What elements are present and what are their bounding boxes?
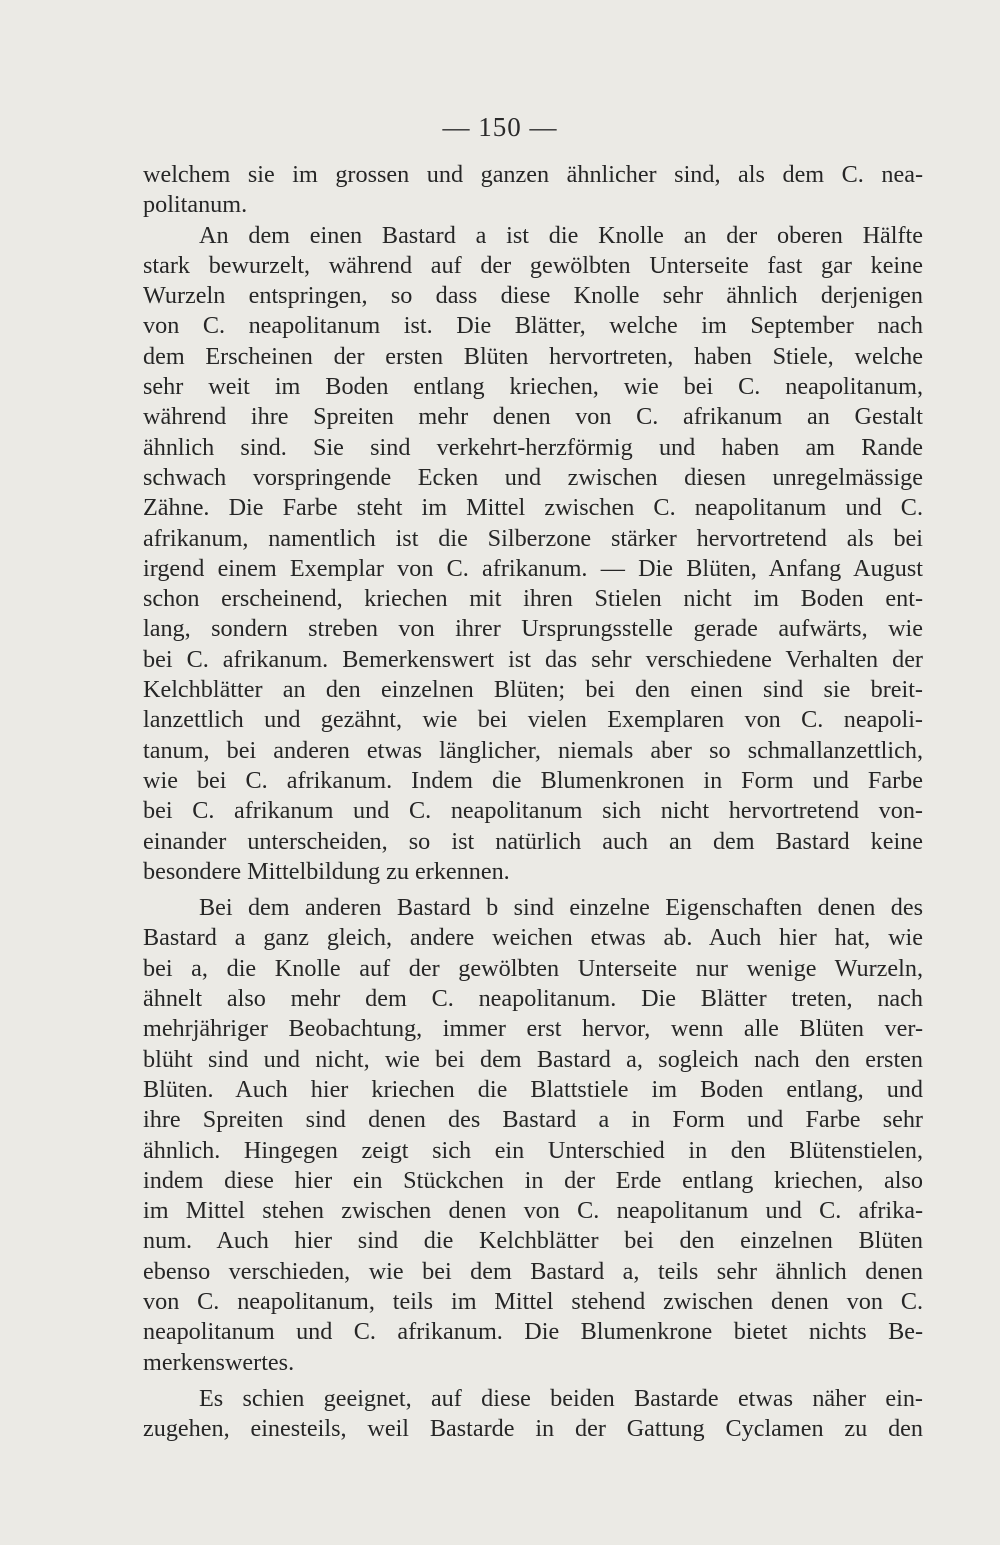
text-line: Kelchblätter an den einzelnen Blüten; bei den einen sind sie breit-	[143, 676, 923, 704]
text-line: schon erscheinend, kriechen mit ihren Stielen nicht im Boden ent-	[143, 585, 923, 613]
text-line: neapolitanum und C. afrikanum. Die Blumenkrone bietet nichts Be-	[143, 1318, 923, 1346]
text-line: lanzettlich und gezähnt, wie bei vielen Exemplaren von C. neapoli-	[143, 706, 923, 734]
paragraph-closing	[143, 1384, 923, 1445]
text-line: ihre Spreiten sind denen des Bastard a in Form und Farbe sehr	[143, 1106, 923, 1134]
paragraph-bastard-b	[143, 893, 923, 1378]
text-line: Blüten. Auch hier kriechen die Blattstiele im Boden entlang, und	[143, 1075, 923, 1103]
text-line: stark bewurzelt, während auf der gewölbten Unterseite fast gar keine	[143, 251, 923, 279]
text-line: merkenswertes.	[143, 1348, 295, 1376]
page-number: — 150 —	[442, 112, 558, 142]
text-line: ähnlich sind. Sie sind verkehrt-herzförmig und haben am Rande	[143, 433, 923, 461]
text-line: Bastard a ganz gleich, andere weichen etwas ab. Auch hier hat, wie	[143, 924, 923, 952]
text-line: Wurzeln entspringen, so dass diese Knolle sehr ähnlich derjenigen	[143, 282, 923, 310]
text-line: bei C. afrikanum. Bemerkenswert ist das sehr verschiedene Verhalten der	[143, 645, 923, 673]
text-line: Zähne. Die Farbe steht im Mittel zwischen C. neapolitanum und C.	[143, 494, 923, 522]
text-line: schwach vorspringende Ecken und zwischen diesen unregelmässige	[143, 463, 923, 491]
text-line: sehr weit im Boden entlang kriechen, wie bei C. neapolitanum,	[143, 373, 923, 401]
text-line: An dem einen Bastard a ist die Knolle an der oberen Hälfte	[199, 221, 923, 249]
text-line: während ihre Spreiten mehr denen von C. afrikanum an Gestalt	[143, 403, 923, 431]
text-line: bei C. afrikanum und C. neapolitanum sich nicht hervortretend von-	[143, 797, 923, 825]
text-line: bei a, die Knolle auf der gewölbten Unterseite nur wenige Wurzeln,	[143, 954, 923, 982]
body-text	[143, 160, 923, 1444]
text-line: afrikanum, namentlich ist die Silberzone stärker hervortretend als bei	[143, 524, 923, 552]
text-line: zugehen, einesteils, weil Bastarde in der Gattung Cyclamen zu den	[143, 1415, 923, 1443]
text-line: irgend einem Exemplar von C. afrikanum. — Die Blüten, Anfang August	[143, 554, 923, 582]
text-line: Bei dem anderen Bastard b sind einzelne Eigenschaften denen des	[199, 894, 923, 922]
text-line: blüht sind und nicht, wie bei dem Bastard a, sogleich nach den ersten	[143, 1045, 923, 1073]
paragraph-continuation	[143, 160, 923, 221]
text-line: von C. neapolitanum ist. Die Blätter, welche im September nach	[143, 312, 923, 340]
text-line: besondere Mittelbildung zu erkennen.	[143, 857, 510, 885]
text-line: wie bei C. afrikanum. Indem die Blumenkronen in Form und Farbe	[143, 766, 923, 794]
paragraph-bastard-a	[143, 221, 923, 888]
text-line: ähnlich. Hingegen zeigt sich ein Unterschied in den Blütenstielen,	[143, 1136, 923, 1164]
text-line: welchem sie im grossen und ganzen ähnlicher sind, als dem C. nea-	[143, 161, 923, 188]
text-line: einander unterscheiden, so ist natürlich auch an dem Bastard keine	[143, 827, 923, 855]
text-line: tanum, bei anderen etwas länglicher, niemals aber so schmallanzettlich,	[143, 736, 923, 764]
text-line: politanum.	[143, 191, 248, 219]
text-line: von C. neapolitanum, teils im Mittel stehend zwischen denen von C.	[143, 1287, 923, 1315]
text-line: ebenso verschieden, wie bei dem Bastard a, teils sehr ähnlich denen	[143, 1257, 923, 1285]
text-line: ähnelt also mehr dem C. neapolitanum. Die Blätter treten, nach	[143, 985, 923, 1013]
text-line: lang, sondern streben von ihrer Ursprungsstelle gerade aufwärts, wie	[143, 615, 923, 643]
text-line: indem diese hier ein Stückchen in der Erde entlang kriechen, also	[143, 1166, 923, 1194]
text-line: im Mittel stehen zwischen denen von C. neapolitanum und C. afrika-	[143, 1197, 923, 1225]
text-line: dem Erscheinen der ersten Blüten hervortreten, haben Stiele, welche	[143, 342, 923, 370]
text-line: num. Auch hier sind die Kelchblätter bei den einzelnen Blüten	[143, 1227, 923, 1255]
text-line: mehrjähriger Beobachtung, immer erst hervor, wenn alle Blüten ver-	[143, 1015, 923, 1043]
text-line: Es schien geeignet, auf diese beiden Bastarde etwas näher ein-	[199, 1384, 923, 1412]
